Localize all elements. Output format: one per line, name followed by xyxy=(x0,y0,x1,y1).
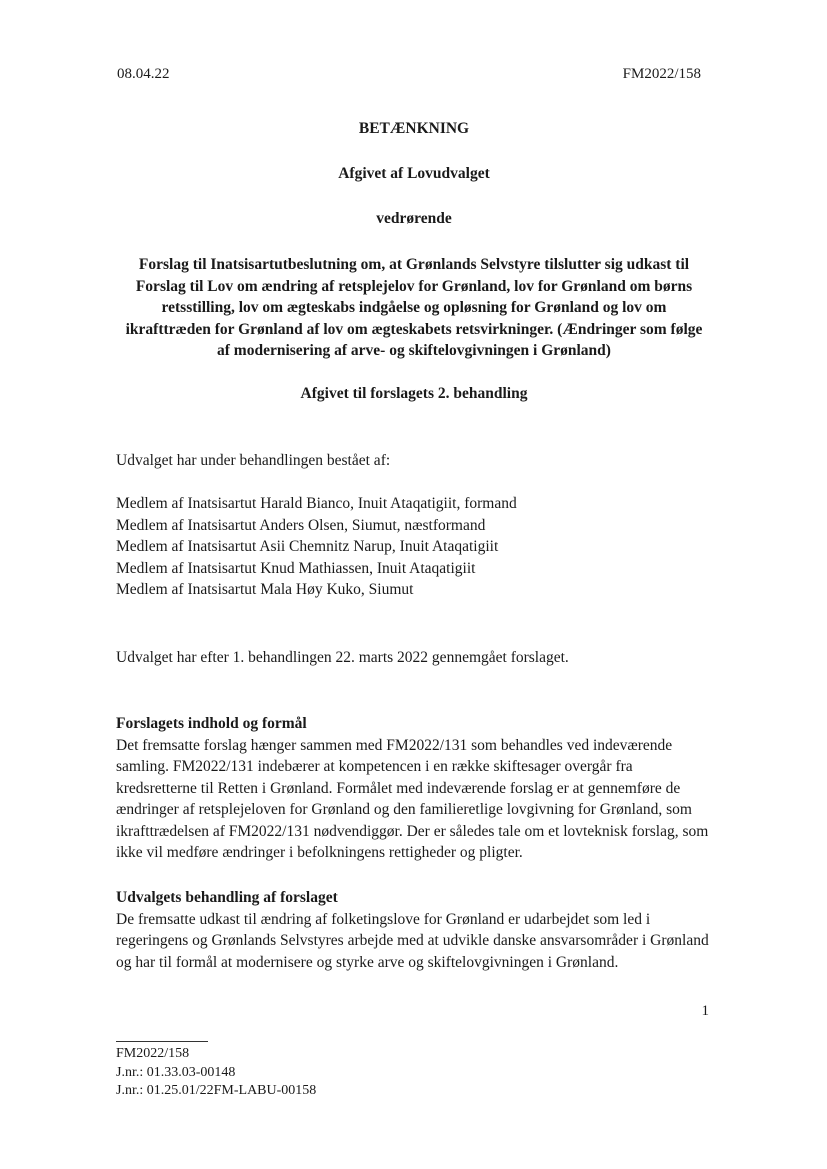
footer-line: FM2022/158 xyxy=(116,1046,190,1061)
page-number: 1 xyxy=(701,1003,709,1019)
footer-line: J.nr.: 01.25.01/22FM-LABU-00158 xyxy=(116,1083,317,1098)
reading-stage: Afgivet til forslagets 2. behandling xyxy=(300,385,528,402)
footer-references xyxy=(116,1045,316,1101)
member-item: Medlem af Inatsisartut Knud Mathiassen, Inuit Ataqatigiit xyxy=(116,559,476,577)
committee-intro: Udvalget har under behandlingen bestået af: xyxy=(116,452,391,469)
section-line: ikrafttrædelsen af FM2022/131 nødvendiggør. Der er således tale om et lovteknisk forslag, som xyxy=(116,822,709,840)
proposal-title xyxy=(110,254,718,362)
document-date: 08.04.22 xyxy=(117,66,170,82)
proposal-line: Forslag til Inatsisartutbeslutning om, at Grønlands Selvstyre tilslutter sig udkast til xyxy=(138,256,690,273)
proposal-line: Forslag til Lov om ændring af retsplejelov for Grønland, lov for Grønland om børns xyxy=(135,277,693,295)
member-list xyxy=(116,493,712,601)
member-item: Medlem af Inatsisartut Harald Bianco, Inuit Ataqatigiit, formand xyxy=(116,495,517,512)
member-item: Medlem af Inatsisartut Anders Olsen, Siumut, næstformand xyxy=(116,516,486,534)
section-line: Det fremsatte forslag hænger sammen med FM2022/131 som behandles ved indeværende xyxy=(116,736,673,754)
section-line: ændringer af retsplejeloven for Grønland og den familieretlige lovgivning for Grønland, som xyxy=(116,801,692,818)
footer-line: J.nr.: 01.33.03-00148 xyxy=(116,1064,236,1080)
proposal-line: retsstilling, lov om ægteskabs indgåelse og opløsning for Grønland og lov om xyxy=(161,299,667,316)
section-line: regeringens og Grønlands Selvstyres arbejde med at udvikle danske ansvarsområder i Grønland xyxy=(116,932,709,949)
proposal-line: ikrafttræden for Grønland af lov om ægteskabets retsvirkninger. (Ændringer som følge xyxy=(125,320,703,338)
after-reading-statement: Udvalget har efter 1. behandlingen 22. marts 2022 gennemgået forslaget. xyxy=(116,649,569,666)
section-line: samling. FM2022/131 indebærer at kompetencen i en række skiftesager overgår fra xyxy=(116,758,633,775)
document-title: BETÆNKNING xyxy=(358,120,470,137)
regarding-label: vedrørende xyxy=(376,210,452,227)
document-reference: FM2022/158 xyxy=(622,66,701,82)
issued-by: Afgivet af Lovudvalget xyxy=(338,165,490,182)
proposal-line: af modernisering af arve- og skiftelovgivningen i Grønland) xyxy=(217,342,611,359)
section-line: De fremsatte udkast til ændring af folketingslove for Grønland er udarbejdet som led i xyxy=(116,910,651,928)
section-content-purpose xyxy=(116,713,712,864)
section-heading: Udvalgets behandling af forslaget xyxy=(116,889,338,906)
member-item: Medlem af Inatsisartut Asii Chemnitz Narup, Inuit Ataqatigiit xyxy=(116,538,499,555)
section-heading: Forslagets indhold og formål xyxy=(116,715,307,732)
section-line: og har til formål at modernisere og styrke arve og skiftelovgivningen i Grønland. xyxy=(116,953,619,971)
section-committee-treatment xyxy=(116,887,712,973)
section-line: ikke vil medføre ændringer i befolkningens rettigheder og pligter. xyxy=(116,844,523,861)
member-item: Medlem af Inatsisartut Mala Høy Kuko, Siumut xyxy=(116,581,414,598)
section-line: kredsretterne til Retten i Grønland. Formålet med indeværende forslag er at gennemføre de xyxy=(116,779,681,797)
footer-rule xyxy=(116,1041,208,1042)
